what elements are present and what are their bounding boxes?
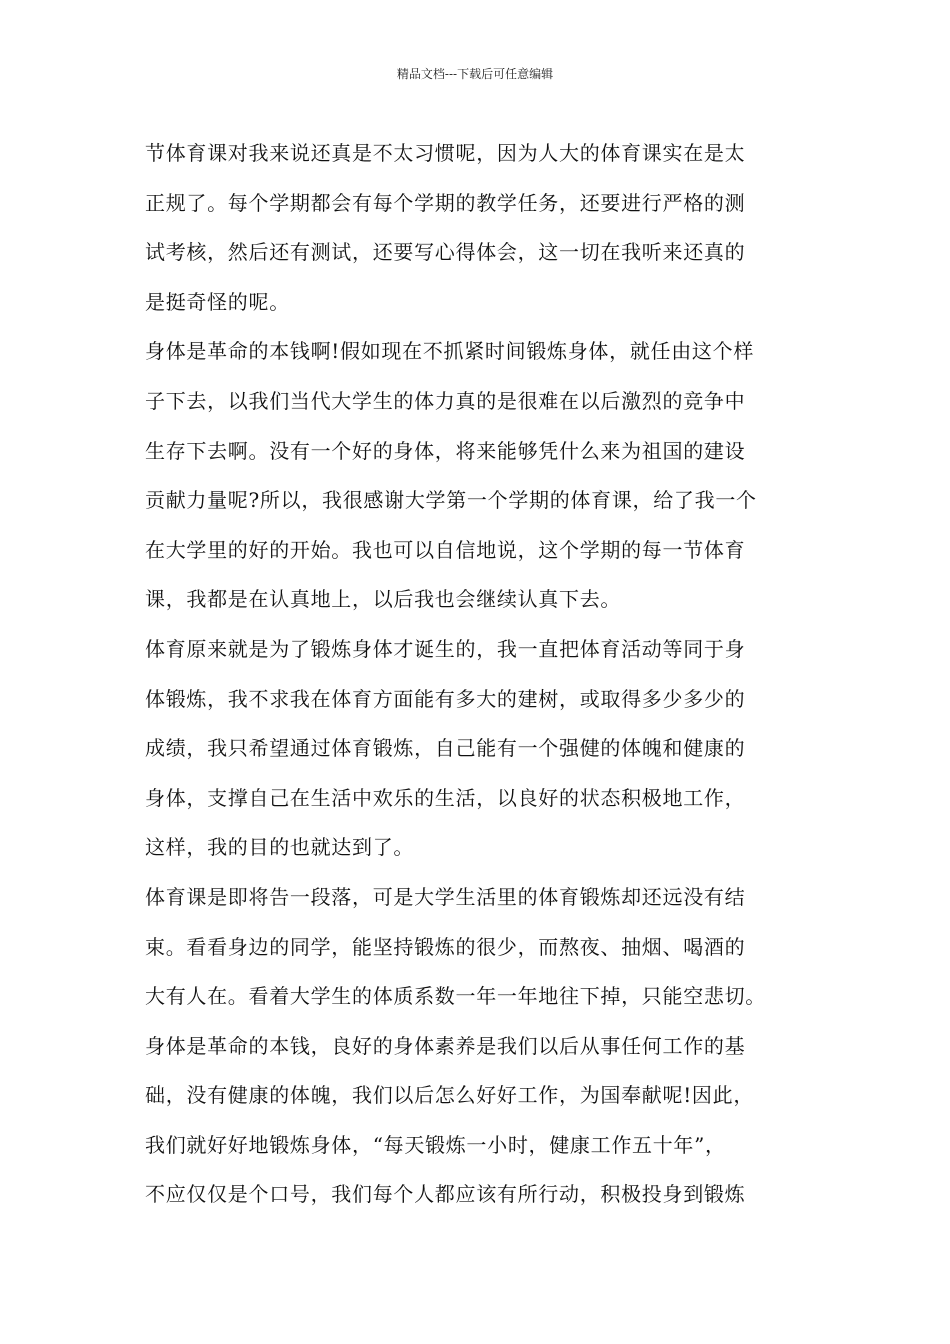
text-line: 体育课是即将告一段落，可是大学生活里的体育锻炼却还远没有结: [145, 884, 746, 909]
page-header: 精品文档---下载后可任意编辑: [396, 67, 554, 81]
text-line: 我们就好好地锻炼身体，“每天锻炼一小时，健康工作五十年”，: [145, 1132, 726, 1157]
text-line: 贡献力量呢?所以，我很感谢大学第一个学期的体育课，给了我一个: [145, 488, 757, 513]
text-line: 是挺奇怪的呢。: [145, 289, 290, 314]
body-text: [145, 129, 845, 1220]
text-line: 不应仅仅是个口号，我们每个人都应该有所行动，积极投身到锻炼: [145, 1182, 746, 1207]
text-line: 大有人在。看着大学生的体质系数一年一年地往下掉，只能空悲切。: [145, 984, 766, 1009]
text-line: 础，没有健康的体魄，我们以后怎么好好工作，为国奉献呢!因此，: [145, 1083, 755, 1108]
text-line: 成绩，我只希望通过体育锻炼，自己能有一个强健的体魄和健康的: [145, 736, 746, 761]
text-line: 束。看看身边的同学，能坚持锻炼的很少，而熬夜、抽烟、喝酒的: [145, 934, 746, 959]
text-line: 子下去，以我们当代大学生的体力真的是很难在以后激烈的竞争中: [145, 388, 746, 413]
text-line: 试考核，然后还有测试，还要写心得体会，这一切在我听来还真的: [145, 240, 746, 265]
text-line: 身体，支撑自己在生活中欢乐的生活，以良好的状态积极地工作，: [145, 785, 746, 810]
text-line: 身体是革命的本钱，良好的身体素养是我们以后从事任何工作的基: [145, 1033, 746, 1058]
text-line: 这样，我的目的也就达到了。: [145, 835, 415, 860]
text-line: 体锻炼，我不求我在体育方面能有多大的建树，或取得多少多少的: [145, 686, 746, 711]
text-line: 体育原来就是为了锻炼身体才诞生的，我一直把体育活动等同于身: [145, 636, 746, 661]
text-line: 生存下去啊。没有一个好的身体，将来能够凭什么来为祖国的建设: [145, 438, 746, 463]
text-line: 正规了。每个学期都会有每个学期的教学任务，还要进行严格的测: [145, 190, 746, 215]
text-line: 身体是革命的本钱啊!假如现在不抓紧时间锻炼身体，就任由这个样: [145, 339, 755, 364]
text-line: 节体育课对我来说还真是不太习惯呢，因为人大的体育课实在是太: [145, 141, 746, 165]
text-line: 在大学里的好的开始。我也可以自信地说，这个学期的每一节体育: [145, 537, 746, 562]
text-line: 课，我都是在认真地上，以后我也会继续认真下去。: [145, 587, 622, 612]
